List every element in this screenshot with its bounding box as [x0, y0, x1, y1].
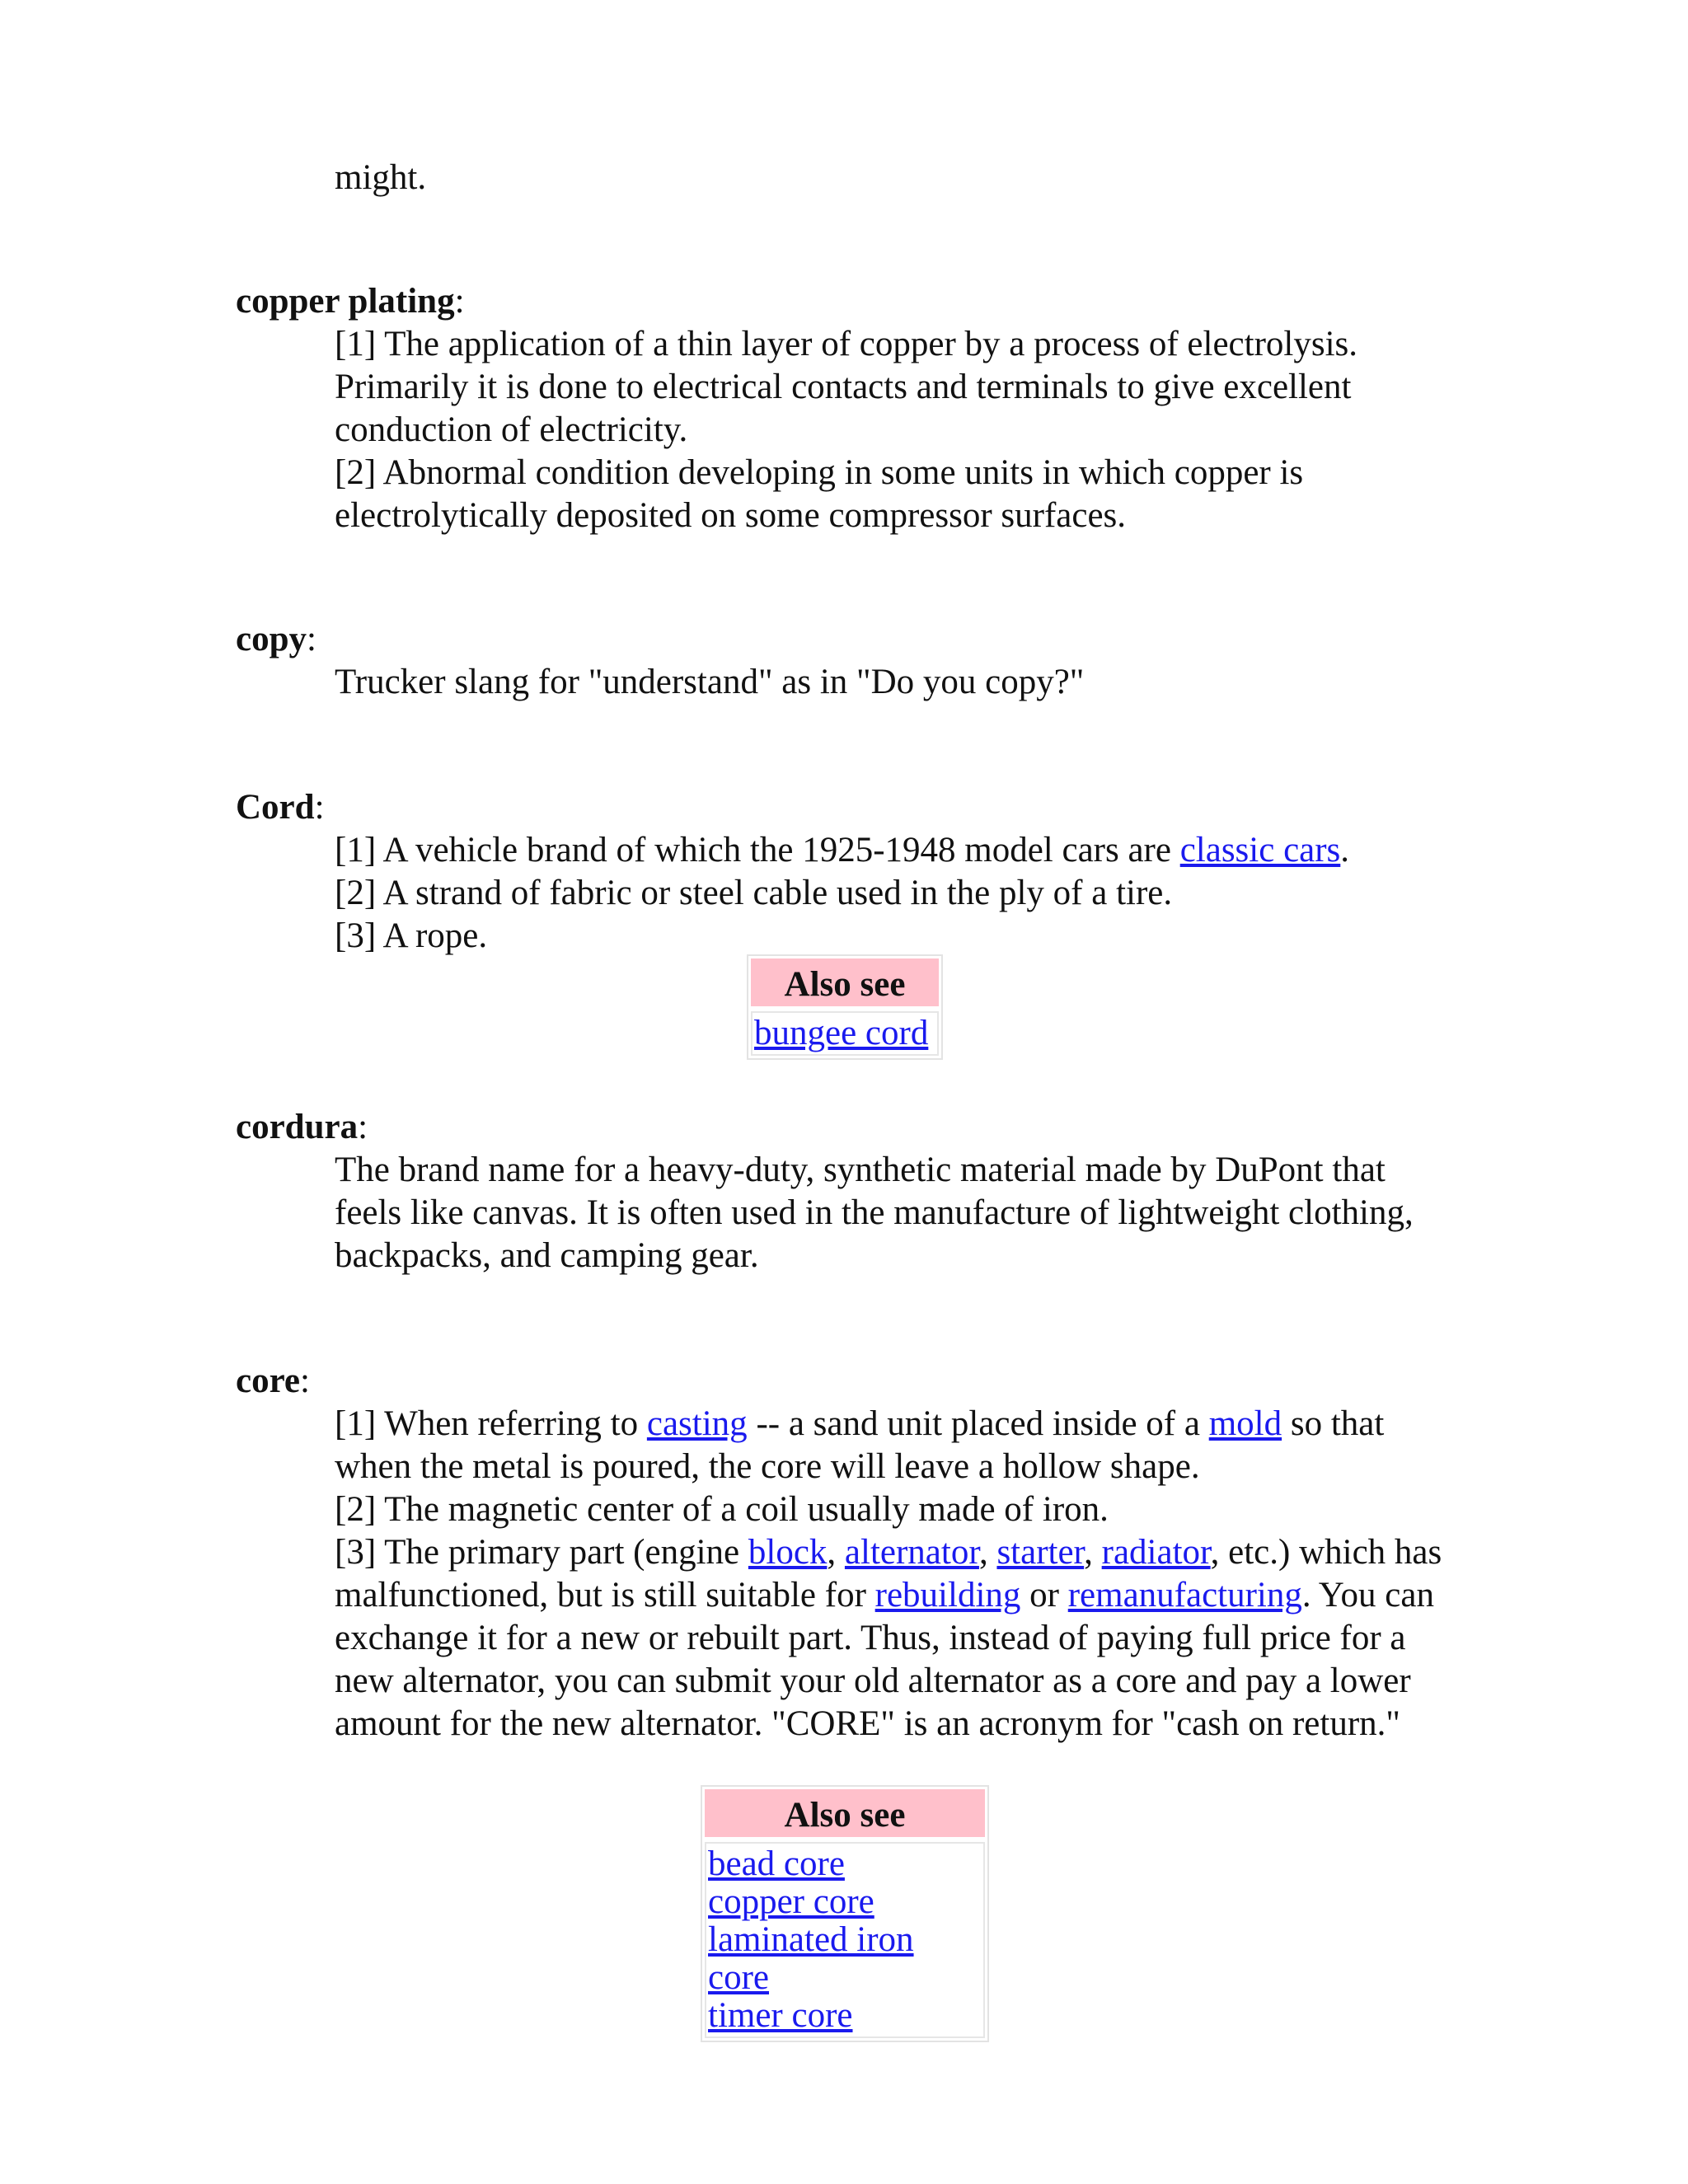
term-title: core [236, 1361, 300, 1400]
definition-list [335, 661, 1456, 704]
link-mold[interactable]: mold [1208, 1404, 1282, 1443]
entry-core [236, 1360, 1472, 1746]
definition-text: [2] Abnormal condition developing in some units in which copper is electrolytically deposited on some compressor surfaces. [335, 453, 1304, 535]
definition-text: Trucker slang for "understand" as in "Do you copy?" [335, 663, 1085, 701]
also-see-link[interactable]: laminated iron core [708, 1920, 914, 1997]
definition-text: [2] The magnetic center of a coil usually made of iron. [335, 1490, 1109, 1529]
link-starter[interactable]: starter [996, 1533, 1085, 1572]
link-casting[interactable]: casting [646, 1404, 748, 1443]
entry-copy [236, 618, 1472, 704]
definition-list [335, 323, 1456, 537]
term-title: copper plating [236, 282, 455, 321]
definition-text: [1] The application of a thin layer of copper by a process of electrolysis. Primarily it is done to electrical contacts and terminals to give excellent conduction of electricity. [335, 325, 1357, 449]
also-see-link[interactable]: timer core [708, 1996, 853, 2035]
term-title: cordura [236, 1108, 359, 1146]
entry-copper-plating [236, 280, 1472, 537]
also-see-header: Also see [751, 958, 939, 1006]
definition-text: [3] The primary part (engine block, alternator, starter, radiator, etc.) which has malfunctioned, but is still suitable for rebuilding or remanufacturing. You can exchange it for a new or rebuilt part. Thus, instead of paying full price for a new alternator, you can submit your old alternator as a core and pay a lower amount for the new alternator. "CORE" is an acronym for "cash on return." [335, 1533, 1442, 1743]
definition-list [335, 829, 1456, 958]
also-see-list [751, 1011, 939, 1056]
link-block[interactable]: block [748, 1533, 828, 1572]
term-separator: : [314, 788, 325, 827]
entry-cordura [236, 1106, 1472, 1277]
also-see-link[interactable]: bead core [708, 1844, 845, 1883]
also-see-list [705, 1842, 985, 2038]
also-see-box-core [701, 1785, 989, 2042]
also-see-box-cord [747, 954, 943, 1060]
link-remanufacturing[interactable]: remanufacturing [1067, 1576, 1302, 1615]
definition-text: [1] When referring to casting -- a sand unit placed inside of a mold so that when the metal is poured, the core will leave a hollow shape. [335, 1404, 1385, 1486]
term-title: Cord [236, 788, 315, 827]
definition-text: [1] A vehicle brand of which the 1925-1948 model cars are classic cars. [335, 831, 1350, 869]
entry-cord [236, 786, 1472, 958]
definition-list [335, 1403, 1456, 1746]
link-classic-cars[interactable]: classic cars [1179, 831, 1341, 869]
link-alternator[interactable]: alternator [844, 1533, 979, 1572]
link-rebuilding[interactable]: rebuilding [874, 1576, 1021, 1615]
also-see-link[interactable]: copper core [708, 1882, 874, 1921]
previous-entry-fragment [236, 157, 1472, 199]
term-separator: : [358, 1108, 368, 1146]
also-see-link[interactable]: bungee cord [754, 1014, 929, 1052]
definition-list [335, 1149, 1456, 1277]
link-radiator[interactable]: radiator [1101, 1533, 1211, 1572]
term-separator: : [307, 620, 316, 658]
definition-text: [3] A rope. [335, 916, 488, 955]
definition-text: The brand name for a heavy-duty, synthetic material made by DuPont that feels like canvas. It is often used in the manufacture of lightweight clothing, backpacks, and camping gear. [335, 1151, 1414, 1275]
fragment-text: might. [335, 158, 427, 197]
term-title: copy [236, 620, 307, 658]
term-separator: : [454, 282, 465, 321]
term-separator: : [299, 1361, 310, 1400]
definition-text: [2] A strand of fabric or steel cable used in the ply of a tire. [335, 874, 1173, 912]
also-see-header: Also see [705, 1789, 985, 1837]
